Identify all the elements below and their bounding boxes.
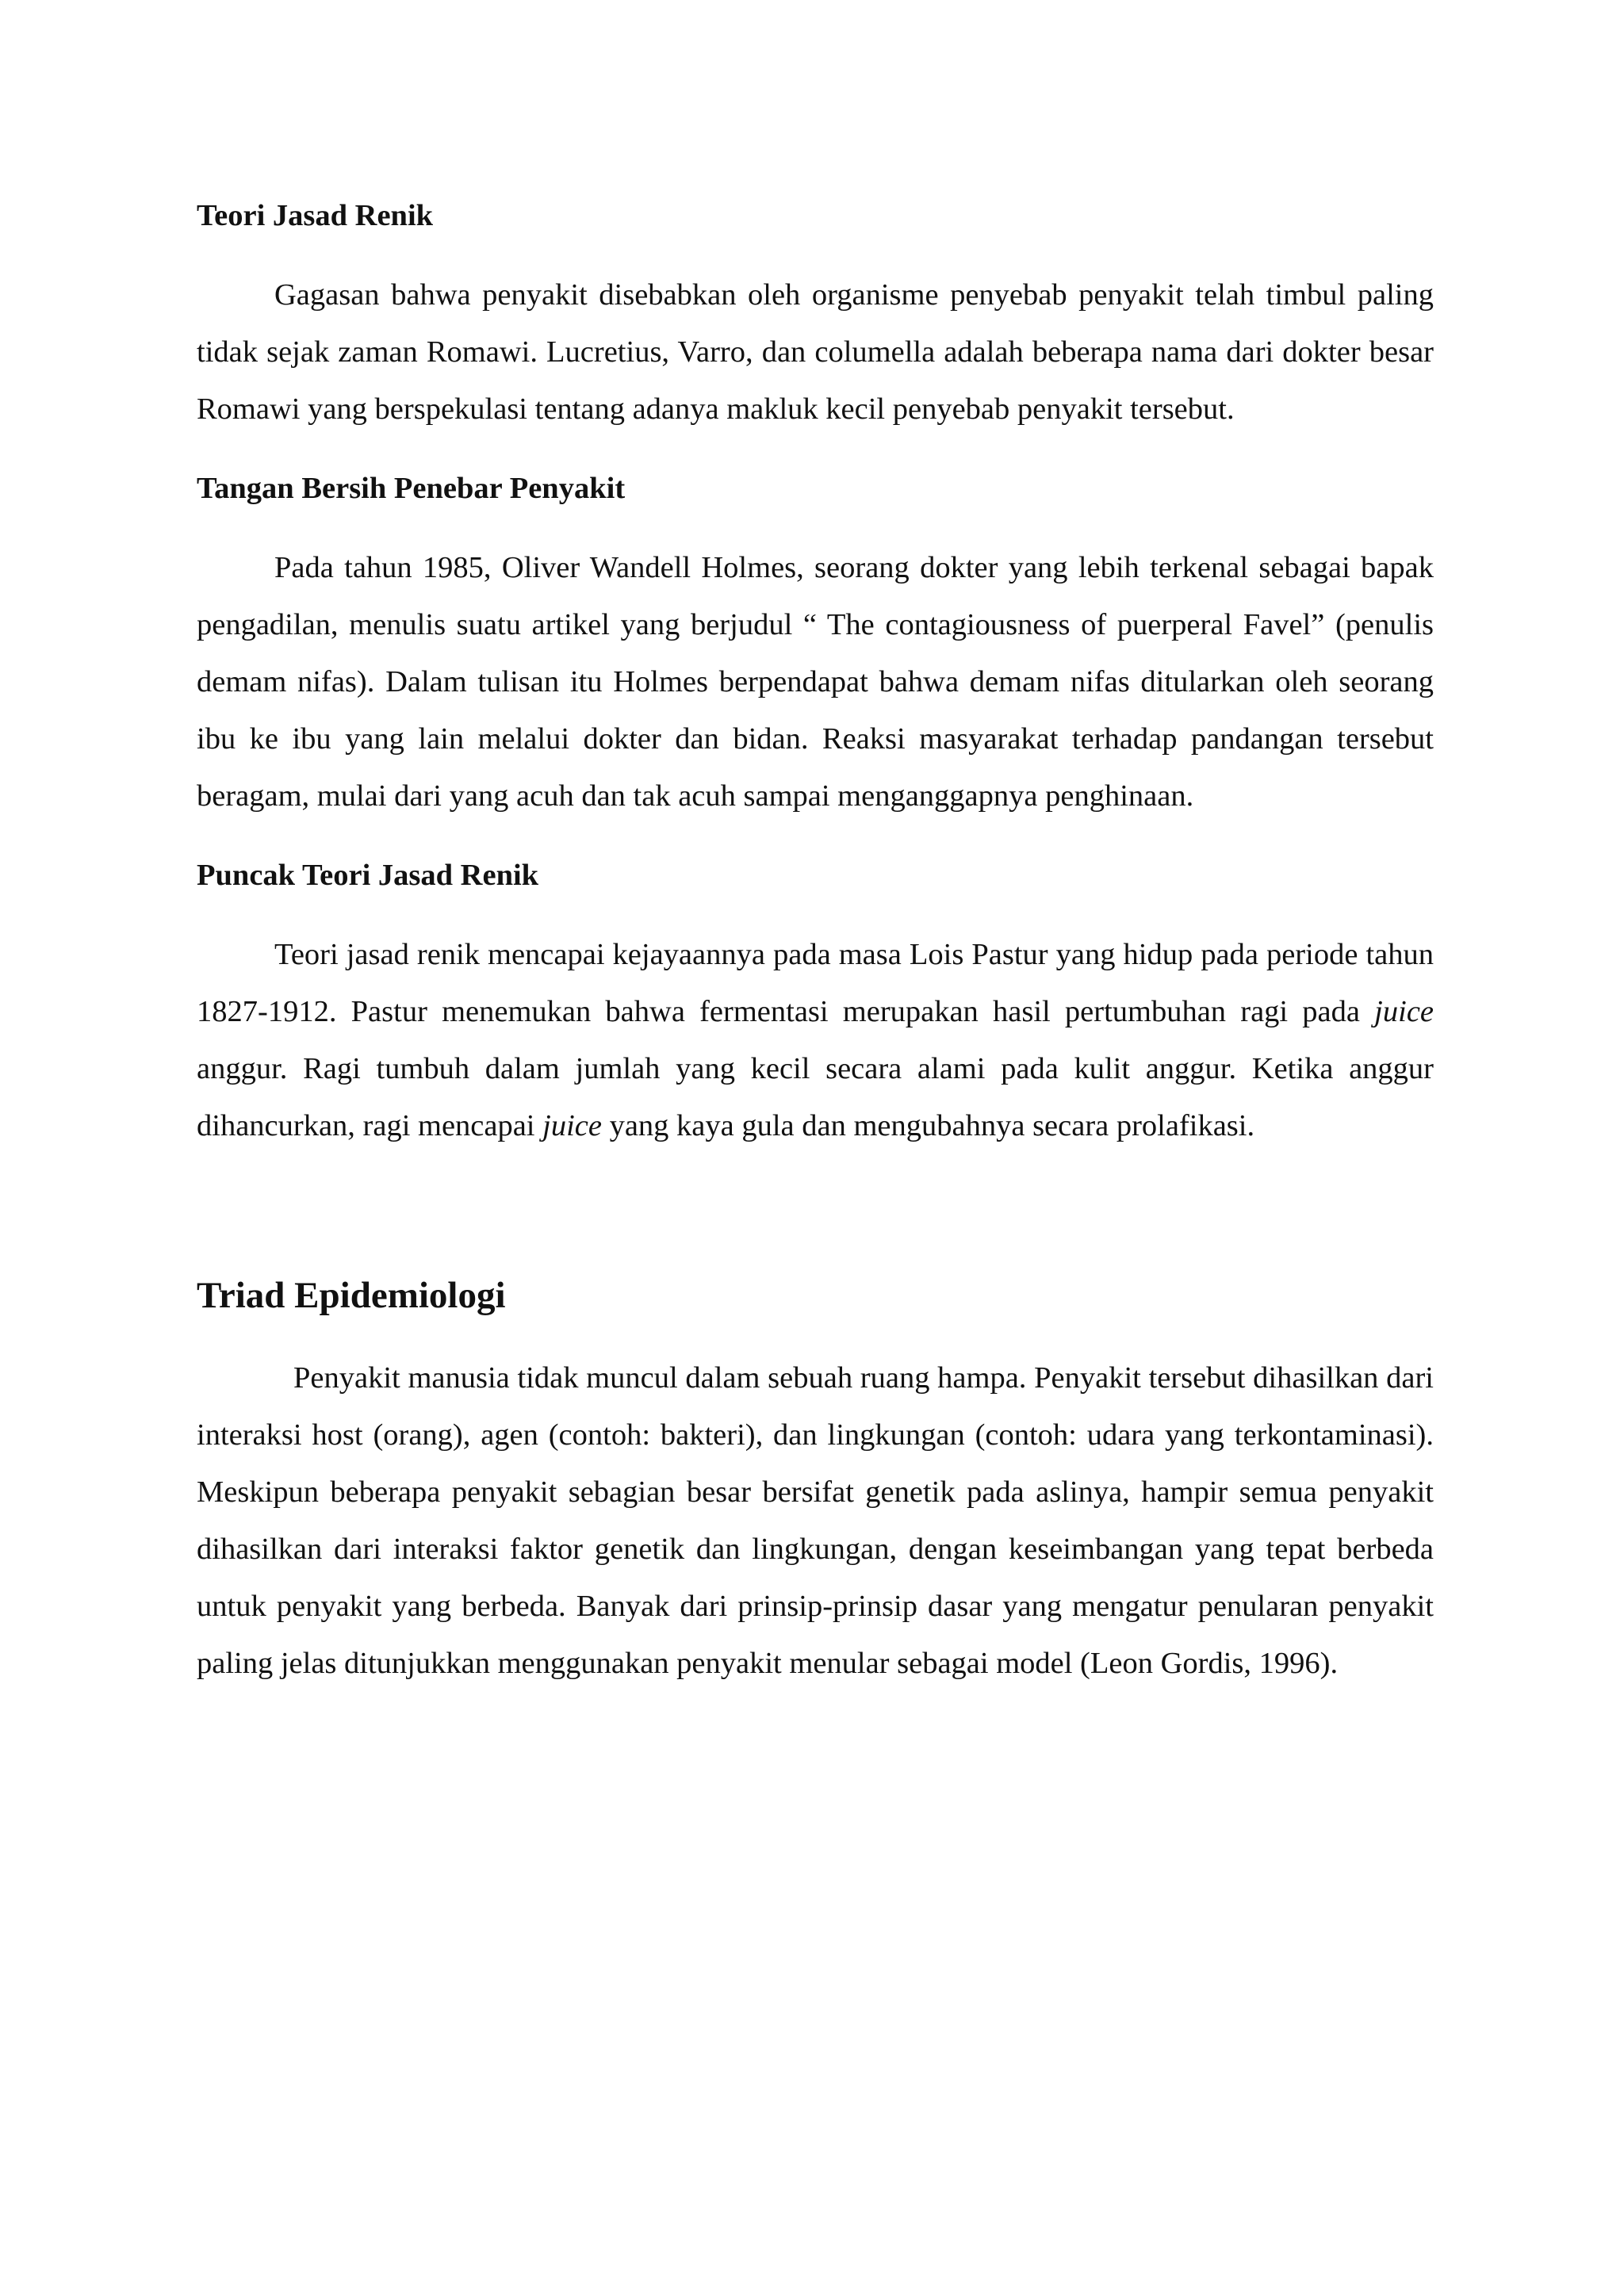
paragraph-puncak-teori xyxy=(197,926,1434,1154)
paragraph-text: Teori jasad renik mencapai kejayaannya pada masa Lois Pastur yang hidup pada periode tahun 1827-1912. Pastur menemukan bahwa fermentasi merupakan hasil pertumbuhan ragi pada xyxy=(197,938,1434,1028)
paragraph-text: yang kaya gula dan mengubahnya secara prolafikasi. xyxy=(601,1109,1255,1142)
section-heading-tangan-bersih: Tangan Bersih Penebar Penyakit xyxy=(197,472,626,505)
paragraph-text: anggur. Ragi tumbuh dalam jumlah yang kecil secara alami pada kulit anggur. Ketika anggur dihancurkan, ragi mencapai xyxy=(197,1052,1434,1142)
section-heading-teori-jasad-renik: Teori Jasad Renik xyxy=(197,199,434,232)
paragraph-tangan-bersih: Pada tahun 1985, Oliver Wandell Holmes, seorang dokter yang lebih terkenal sebagai bapak pengadilan, menulis suatu artikel yang berjudul “ The contagiousness of puerperal Favel” (penulis demam nifas). Dalam tulisan itu Holmes berpendapat bahwa demam nifas ditularkan oleh seorang ibu ke ibu yang lain melalui dokter dan bidan. Reaksi masyarakat terhadap pandangan tersebut beragam, mulai dari yang acuh dan tak acuh sampai menganggapnya penghinaan. xyxy=(197,551,1434,813)
document-page xyxy=(197,187,1434,1692)
paragraph-teori-jasad-renik: Gagasan bahwa penyakit disebabkan oleh organisme penyebab penyakit telah timbul paling tidak sejak zaman Romawi. Lucretius, Varro, dan columella adalah beberapa nama dari dokter besar Romawi yang berspekulasi tentang adanya makluk kecil penyebab penyakit tersebut. xyxy=(197,278,1434,426)
italic-term-juice: juice xyxy=(1374,995,1434,1028)
section-heading-puncak-teori: Puncak Teori Jasad Renik xyxy=(197,859,539,892)
italic-term-juice: juice xyxy=(542,1109,602,1142)
section-heading-triad-epidemiologi: Triad Epidemiologi xyxy=(197,1275,506,1316)
paragraph-triad-epidemiologi: Penyakit manusia tidak muncul dalam sebuah ruang hampa. Penyakit tersebut dihasilkan dari interaksi host (orang), agen (contoh: bakteri), dan lingkungan (contoh: udara yang terkontaminasi). Meskipun beberapa penyakit sebagian besar bersifat genetik pada aslinya, hampir semua penyakit dihasilkan dari interaksi faktor genetik dan lingkungan, dengan keseimbangan yang tepat berbeda untuk penyakit yang berbeda. Banyak dari prinsip-prinsip dasar yang mengatur penularan penyakit paling jelas ditunjukkan menggunakan penyakit menular sebagai model (Leon Gordis, 1996). xyxy=(197,1361,1434,1680)
